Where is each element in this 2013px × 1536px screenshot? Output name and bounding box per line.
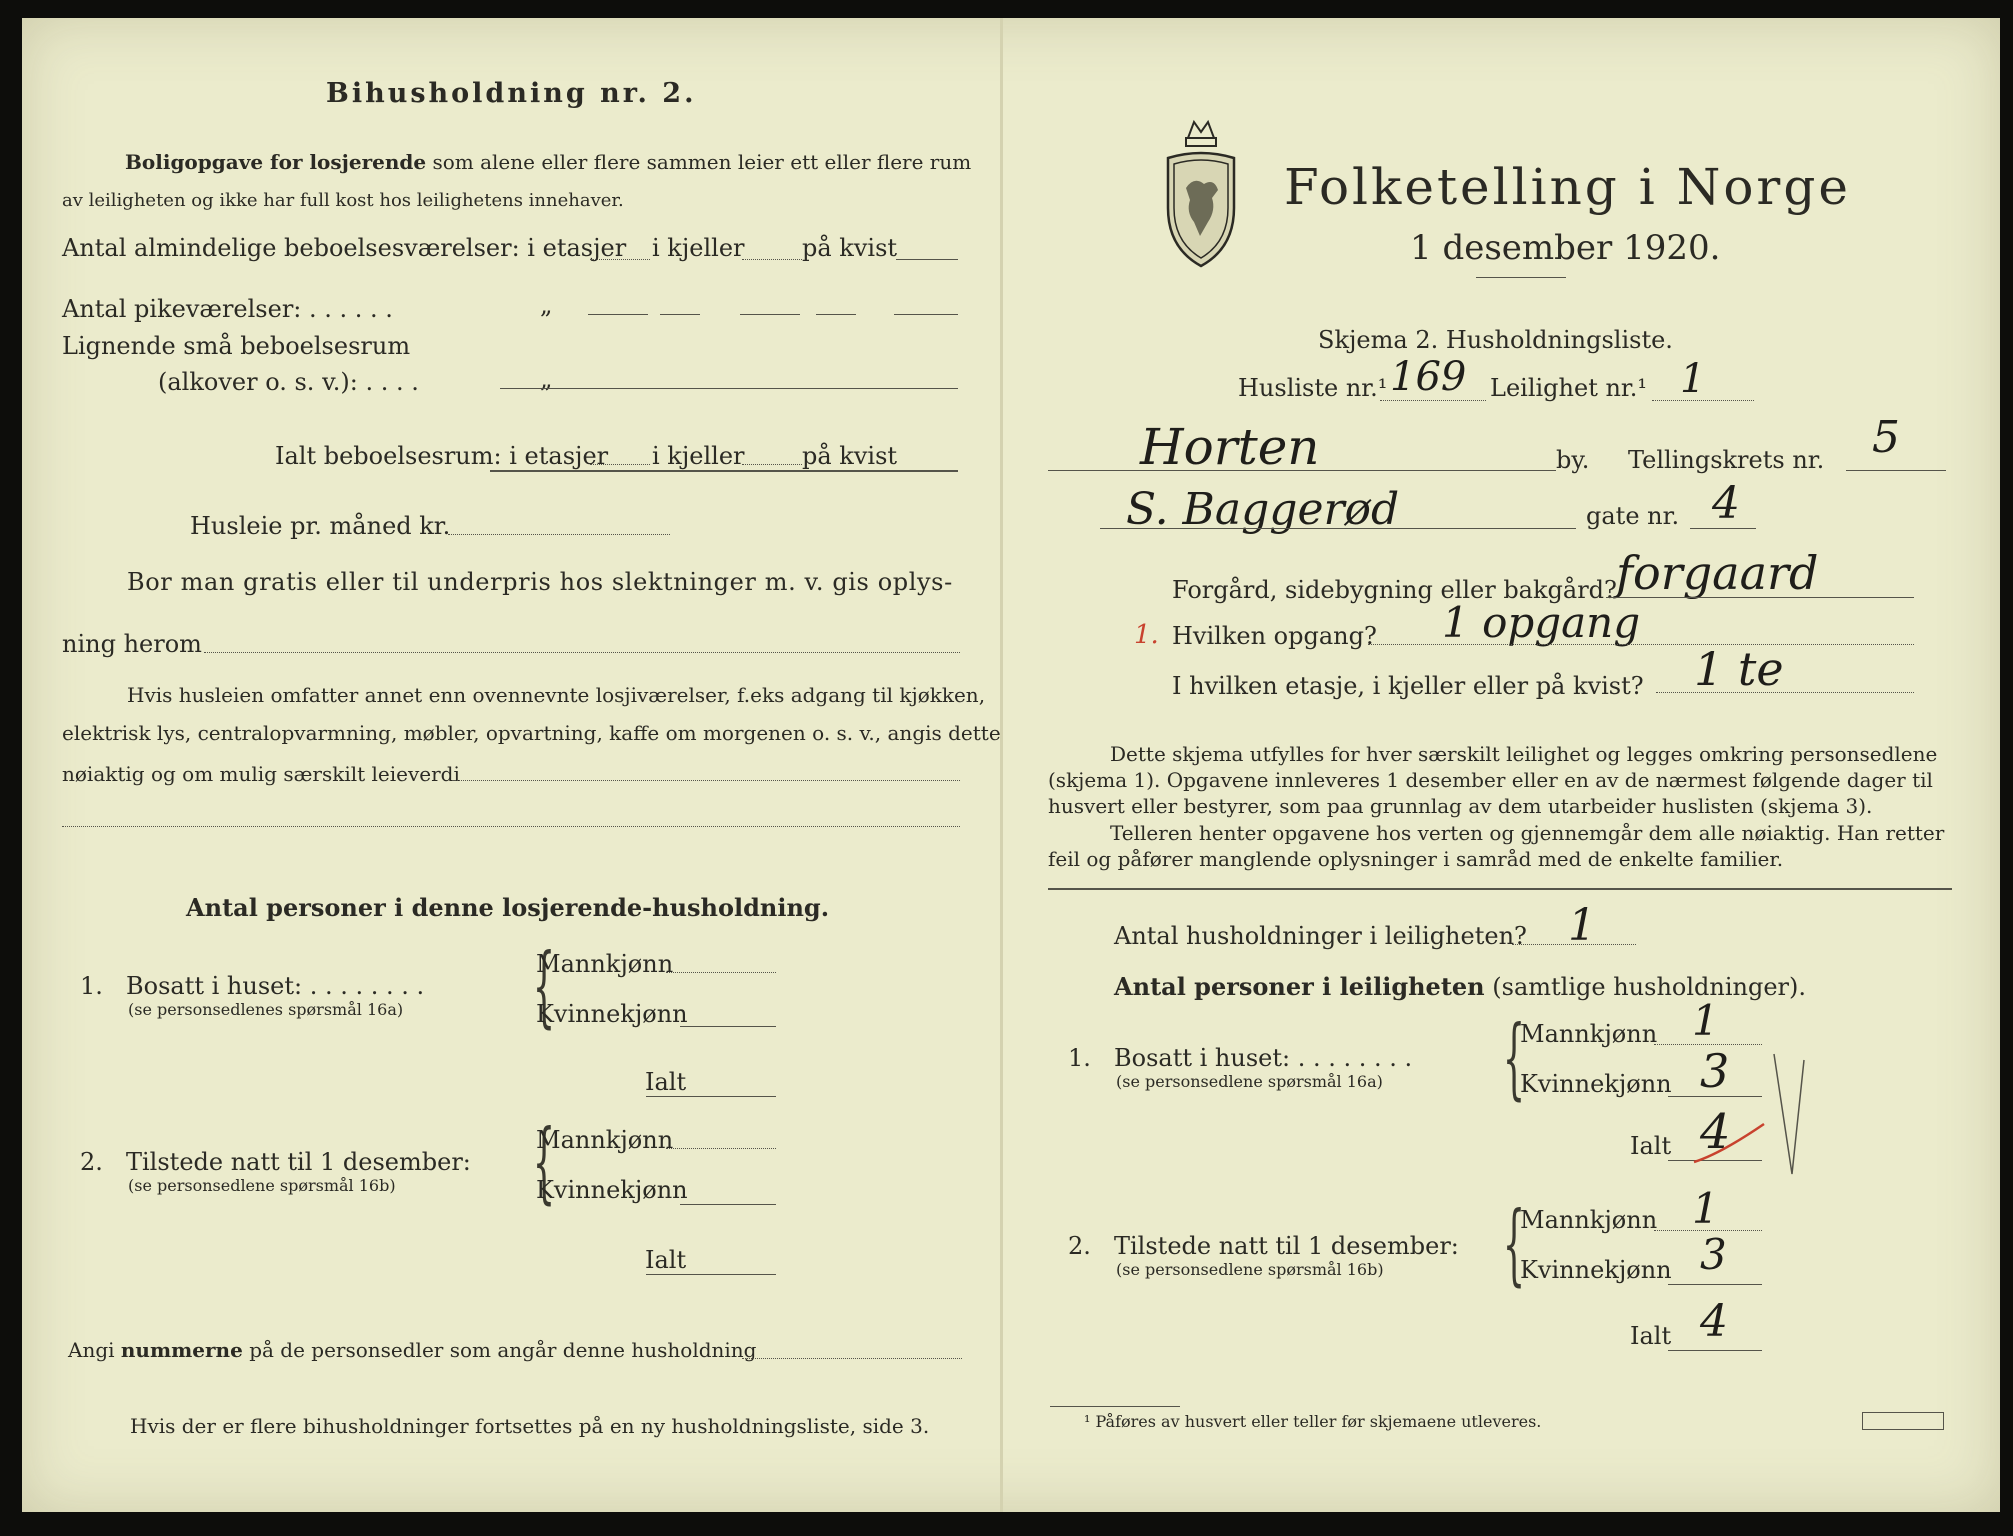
antal-pers-rest: (samtlige husholdninger). [1492,973,1807,1001]
gate-value: 4 [1712,478,1740,529]
gate-field [1690,528,1756,529]
info-line-2: (skjema 1). Opgavene innleveres 1 desember eller en av de nærmest følgende dager til [1048,768,1933,792]
krets-value: 5 [1872,412,1900,463]
left-q1-num: 1. [80,972,103,1000]
etasje-label: I hvilken etasje, i kjeller eller på kvist? [1172,672,1644,700]
skjema-label: Skjema 2. Husholdningsliste. [1318,326,1673,354]
left-q1-mann-field [666,972,776,973]
antal-hush-label: Antal husholdninger i leiligheten? [1114,922,1527,950]
left-q1-ialt-field [646,1096,776,1097]
krets-label: Tellingskrets nr. [1628,446,1825,474]
right-q1-sub: (se personsedlene spørsmål 16a) [1116,1072,1383,1091]
forgard-label: Forgård, sidebygning eller bakgård? [1172,576,1617,604]
street-field [1100,528,1576,529]
leilighet-value: 1 [1680,356,1706,402]
left-antal-heading: Antal personer i denne losjerende-husholdning. [186,893,830,922]
ialt-rum-label: Ialt beboelsesrum: i etasjer [275,442,609,470]
opgang-red-mark: 1. [1134,620,1159,650]
intro-line-2: av leiligheten og ikke har full kost hos leilighetens innehaver. [62,190,624,211]
pike-label: Antal pikeværelser: . . . . . . [62,295,393,323]
lignende-label: Lignende små beboelsesrum [62,332,411,360]
left-q2-mann-label: Mannkjønn [536,1126,674,1154]
angi-pre: Angi [68,1338,115,1362]
left-q1-label: Bosatt i huset: . . . . . . . . [126,972,425,1000]
left-q1-sub: (se personsedlenes spørsmål 16a) [128,1000,404,1019]
angi-line [68,1338,756,1362]
ialt-kvist-label: på kvist [802,442,898,470]
husleie-label: Husleie pr. måned kr. [190,512,451,540]
alkover-field [500,388,958,389]
etasje-value: 1 te [1694,642,1784,696]
ialt-kjeller-label: i kjeller [652,442,745,470]
right-q1-label: Bosatt i huset: . . . . . . . . [1114,1044,1413,1072]
right-q1-ialt-label: Ialt [1630,1132,1672,1160]
right-q1-ialt-value: 4 [1700,1104,1731,1160]
pencil-check-icon [1770,1050,1810,1180]
footnote: ¹ Påføres av husvert eller teller før skjemaene utleveres. [1084,1412,1542,1431]
pike-field-1 [588,314,648,315]
left-q2-kvinne-field [680,1204,776,1205]
info-rule [1048,888,1952,890]
intro-line-1 [125,150,971,174]
right-q1-brace: { [1502,1006,1526,1109]
info-line-3: husvert eller bestyrer, som paa grunnlag av dem utarbeider huslisten (skjema 3). [1048,794,1873,818]
footnote-rule [1050,1406,1180,1407]
info-line-1: Dette skjema utfylles for hver særskilt leilighet og legges omkring personsedlene [1110,742,1938,766]
right-q2-mann-label: Mannkjønn [1520,1206,1658,1234]
left-q2-sub: (se personsedlene spørsmål 16b) [128,1176,396,1195]
husleie-field [448,534,670,535]
bor-line-2: ning herom [62,630,202,658]
red-check-icon [1690,1110,1770,1170]
flere-note: Hvis der er flere bihusholdninger fortsettes på en ny husholdningsliste, side 3. [130,1414,930,1438]
antal-pers-bold: Antal personer i leiligheten [1114,972,1485,1001]
forgard-value: forgaard [1616,546,1819,600]
left-q2-ialt-label: Ialt [645,1246,687,1274]
hvis-line-2: elektrisk lys, centralopvarmning, møbler, opvartning, kaffe om morgenen o. s. v., angis dette [62,721,1001,745]
pike-dash-2 [816,314,856,315]
intro-bold: Boligopgave for losjerende [125,150,427,174]
opgang-label: Hvilken opgang? [1172,622,1377,650]
right-q2-ialt-value: 4 [1700,1296,1728,1347]
rooms-label: Antal almindelige beboelsesværelser: i etasjer [62,234,627,262]
city-value: Horten [1140,418,1320,476]
hvis-field-2 [62,826,960,827]
left-q2-label: Tilstede natt til 1 desember: [126,1148,471,1176]
husliste-label: Husliste nr.¹ [1238,374,1388,402]
angi-field [742,1358,962,1359]
husliste-value: 169 [1390,354,1467,400]
right-q2-sub: (se personsedlene spørsmål 16b) [1116,1260,1384,1279]
right-date: 1 desember 1920. [1410,228,1721,268]
hvis-line-3: nøiaktig og om mulig særskilt leieverdi [62,762,460,786]
intro-rest: som alene eller flere sammen leier ett eller flere rum [432,150,972,174]
info-line-5: feil og påfører manglende oplysninger i samråd med de enkelte familier. [1048,847,1784,871]
ialt-kjeller-field [742,464,802,465]
right-q1-mann-value: 1 [1692,996,1719,1045]
hvis-field [452,780,960,781]
leilighet-label: Leilighet nr.¹ [1490,374,1648,402]
right-q1-mann-label: Mannkjønn [1520,1020,1658,1048]
hvis-line-1: Hvis husleien omfatter annet enn ovennevnte losjiværelser, f.eks adgang til kjøkken, [127,683,986,707]
right-q1-kvinne-label: Kvinnekjønn [1520,1070,1672,1098]
left-q1-ialt-label: Ialt [645,1068,687,1096]
rooms-kvist-field [896,259,958,260]
right-title: Folketelling i Norge [1284,158,1851,216]
right-q2-kvinne-label: Kvinnekjønn [1520,1256,1672,1284]
norway-coat-of-arms-icon [1160,118,1242,268]
rooms-kvist-label: på kvist [802,234,898,262]
bor-line-1: Bor man gratis eller til underpris hos slektninger m. v. gis oplys- [127,568,953,596]
rooms-kjeller-field [742,259,802,260]
opgang-field [1368,644,1914,645]
pike-field-2 [740,314,800,315]
right-q2-ialt-label: Ialt [1630,1322,1672,1350]
ialt-etasjer-field [590,464,650,465]
right-q1-kvinne-field [1668,1096,1762,1097]
etasje-field [1656,692,1914,693]
city-field [1048,470,1556,471]
forgard-field [1606,597,1914,598]
right-q2-brace: { [1502,1192,1526,1295]
right-q2-ialt-field [1668,1350,1762,1351]
left-q1-mann-label: Mannkjønn [536,950,674,978]
left-q2-num: 2. [80,1148,103,1176]
info-line-4: Telleren henter opgavene hos verten og gjennemgår dem alle nøiaktig. Han retter [1110,821,1945,845]
street-value: S. Baggerød [1126,484,1400,535]
alkover-quote: „ [540,365,553,393]
antal-hush-field [1512,944,1636,945]
opgang-value: 1 opgang [1442,598,1641,647]
husliste-field [1380,400,1486,401]
right-q2-kvinne-field [1668,1284,1762,1285]
rooms-etasjer-field [590,259,650,260]
angi-rest: på de personsedler som angår denne husholdning [249,1338,757,1362]
printer-stamp [1862,1412,1944,1430]
by-label: by. [1556,446,1590,474]
right-q1-kvinne-value: 3 [1700,1044,1730,1098]
gate-label: gate nr. [1586,502,1680,530]
rooms-kjeller-label: i kjeller [652,234,745,262]
left-q1-brace: { [532,934,556,1037]
leilighet-field [1652,400,1754,401]
left-q2-mann-field [666,1148,776,1149]
angi-bold: nummerne [120,1338,243,1362]
krets-field [1846,470,1946,471]
left-q2-brace: { [532,1110,556,1213]
left-q1-kvinne-label: Kvinnekjønn [536,1000,688,1028]
right-q2-label: Tilstede natt til 1 desember: [1114,1232,1459,1260]
left-title: Bihusholdning nr. 2. [326,78,697,109]
alkover-label: (alkover o. s. v.): . . . . [158,368,419,396]
right-q1-num: 1. [1068,1044,1091,1072]
left-q2-kvinne-label: Kvinnekjønn [536,1176,688,1204]
right-q2-num: 2. [1068,1232,1091,1260]
bor-field [204,652,960,653]
left-q1-kvinne-field [680,1026,776,1027]
antal-hush-value: 1 [1568,900,1596,951]
title-rule [1476,277,1566,278]
right-q2-kvinne-value: 3 [1700,1230,1727,1279]
pike-quote: „ [540,291,553,319]
ialt-rum-underline [490,470,958,472]
pike-dash-1 [660,314,700,315]
left-q2-ialt-field [646,1274,776,1275]
page-fold [1000,18,1003,1512]
right-q2-mann-value: 1 [1692,1184,1719,1233]
pike-field-3 [894,314,958,315]
